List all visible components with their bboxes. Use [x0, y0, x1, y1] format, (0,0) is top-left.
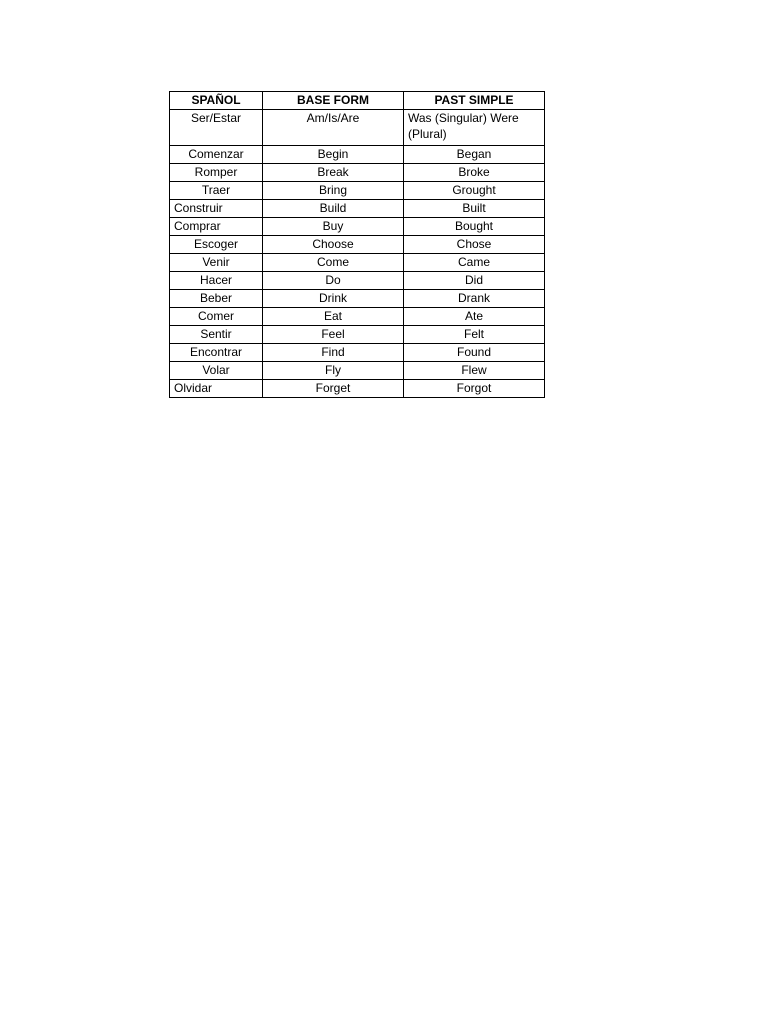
base-form-cell: Choose	[263, 236, 404, 254]
table-row	[170, 182, 545, 200]
spanish-cell: Ser/Estar	[170, 110, 263, 146]
spanish-cell: Comenzar	[170, 146, 263, 164]
spanish-cell: Encontrar	[170, 344, 263, 362]
table-row	[170, 326, 545, 344]
base-form-cell: Build	[263, 200, 404, 218]
past-simple-cell: Felt	[404, 326, 545, 344]
spanish-cell: Escoger	[170, 236, 263, 254]
base-form-cell: Bring	[263, 182, 404, 200]
base-form-cell: Find	[263, 344, 404, 362]
spanish-cell: Comer	[170, 308, 263, 326]
past-simple-cell: Chose	[404, 236, 545, 254]
table-row	[170, 236, 545, 254]
base-form-cell: Eat	[263, 308, 404, 326]
table-row	[170, 272, 545, 290]
spanish-cell: Beber	[170, 290, 263, 308]
spanish-cell: Traer	[170, 182, 263, 200]
base-form-cell: Am/Is/Are	[263, 110, 404, 146]
table-row	[170, 290, 545, 308]
header-base-form: BASE FORM	[263, 92, 404, 110]
table-row	[170, 380, 545, 398]
spanish-cell: Sentir	[170, 326, 263, 344]
table-header-row	[170, 92, 545, 110]
spanish-cell: Hacer	[170, 272, 263, 290]
past-simple-cell: Broke	[404, 164, 545, 182]
base-form-cell: Fly	[263, 362, 404, 380]
base-form-cell: Come	[263, 254, 404, 272]
spanish-cell: Venir	[170, 254, 263, 272]
past-simple-cell: Drank	[404, 290, 545, 308]
base-form-cell: Do	[263, 272, 404, 290]
verb-table	[169, 91, 545, 398]
past-simple-cell: Flew	[404, 362, 545, 380]
header-spanish: SPAÑOL	[170, 92, 263, 110]
spanish-cell: Volar	[170, 362, 263, 380]
base-form-cell: Buy	[263, 218, 404, 236]
table-row	[170, 110, 545, 146]
base-form-cell: Feel	[263, 326, 404, 344]
past-simple-cell: Built	[404, 200, 545, 218]
past-simple-cell: Forgot	[404, 380, 545, 398]
past-simple-cell: Was (Singular) Were (Plural)	[404, 110, 545, 146]
header-past-simple: PAST SIMPLE	[404, 92, 545, 110]
table-row	[170, 254, 545, 272]
base-form-cell: Forget	[263, 380, 404, 398]
base-form-cell: Break	[263, 164, 404, 182]
spanish-cell: Romper	[170, 164, 263, 182]
past-simple-cell: Ate	[404, 308, 545, 326]
past-simple-cell: Grought	[404, 182, 545, 200]
past-simple-cell: Did	[404, 272, 545, 290]
table-row	[170, 362, 545, 380]
base-form-cell: Drink	[263, 290, 404, 308]
past-simple-cell: Began	[404, 146, 545, 164]
spanish-cell: Olvidar	[170, 380, 263, 398]
past-simple-cell: Came	[404, 254, 545, 272]
table-row	[170, 146, 545, 164]
table-row	[170, 344, 545, 362]
spanish-cell: Construir	[170, 200, 263, 218]
table-row	[170, 200, 545, 218]
past-simple-cell: Found	[404, 344, 545, 362]
spanish-cell: Comprar	[170, 218, 263, 236]
table-row	[170, 308, 545, 326]
table-row	[170, 218, 545, 236]
past-simple-cell: Bought	[404, 218, 545, 236]
table-row	[170, 164, 545, 182]
base-form-cell: Begin	[263, 146, 404, 164]
